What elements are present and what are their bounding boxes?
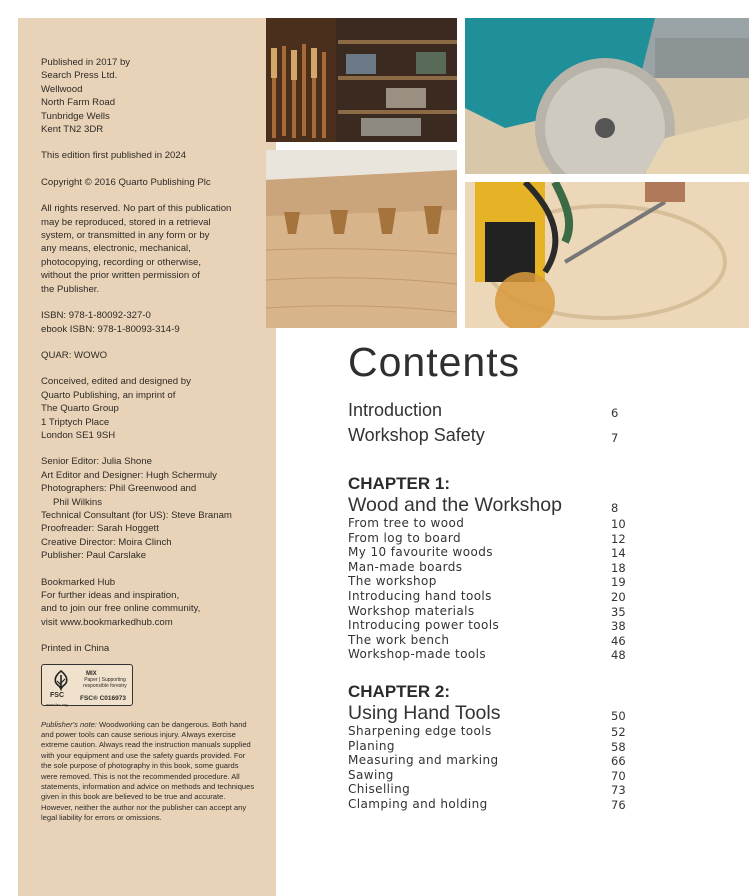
- chapter-1-title[interactable]: [348, 494, 648, 516]
- photo-circular-saw: [465, 18, 749, 174]
- toc-entry-page: 35: [611, 604, 626, 619]
- credit-line: Photographers: Phil Greenwood and: [41, 483, 197, 495]
- toc-entry-label: Workshop materials: [348, 603, 475, 618]
- router-image: [465, 182, 749, 328]
- circular-saw-image: [465, 18, 749, 174]
- toc-entry-label: The work bench: [348, 632, 450, 647]
- conceived-line: London SE1 9SH: [41, 429, 116, 441]
- toc-entry-label: From log to board: [348, 530, 461, 545]
- toc-entry-page: 46: [611, 633, 626, 648]
- toc-entry-page: 14: [611, 546, 626, 561]
- credit-line: Art Editor and Designer: Hugh Schermuly: [41, 469, 217, 481]
- isbn-line: ISBN: 978-1-80092-327-0: [41, 310, 151, 322]
- photo-router: [465, 182, 749, 328]
- toc-entry-label: Sharpening edge tools: [348, 723, 492, 738]
- rights-line: may be reproduced, stored in a retrieval: [41, 216, 211, 228]
- toc-entry[interactable]: [348, 724, 648, 739]
- publisher-line: Tunbridge Wells: [41, 110, 110, 122]
- credits-block: [41, 455, 266, 562]
- toc-entry-page: 20: [611, 589, 626, 604]
- toc-entry-page: 19: [611, 575, 626, 590]
- toc-entry[interactable]: [348, 647, 648, 662]
- toc-entry-label: My 10 favourite woods: [348, 545, 493, 560]
- toc-entry-label: Clamping and holding: [348, 796, 488, 811]
- toc-entry-page: 76: [611, 797, 626, 812]
- toc-entry[interactable]: [348, 633, 648, 648]
- chapter-2-title[interactable]: [348, 702, 648, 724]
- toc-entry-workshop-safety[interactable]: [348, 423, 648, 448]
- toc-entry[interactable]: [348, 589, 648, 604]
- hub-line: and to join our free online community,: [41, 603, 201, 615]
- chapter-1-heading: CHAPTER 1:: [348, 474, 451, 493]
- toc-entry-label: Planing: [348, 738, 395, 753]
- toc-entry-label: Workshop-made tools: [348, 647, 486, 662]
- photo-dovetail-joint: [266, 150, 457, 328]
- fsc-label: [41, 664, 133, 706]
- fsc-logo-text: FSC: [50, 691, 64, 699]
- hub-line: visit www.bookmarkedhub.com: [41, 616, 173, 628]
- dovetail-joint-image: [266, 150, 457, 328]
- fsc-mix: MIX: [86, 670, 97, 677]
- chapter-1-list: [348, 516, 648, 662]
- toc-entry[interactable]: [348, 531, 648, 546]
- publisher-line: Kent TN2 3DR: [41, 124, 104, 136]
- toc-entry-page: 18: [611, 560, 626, 575]
- publisher-line: Wellwood: [41, 83, 83, 95]
- toc-entry-label: Using Hand Tools: [348, 701, 501, 724]
- toc-entry[interactable]: [348, 560, 648, 575]
- publishers-note: [41, 720, 255, 824]
- edition-line: This edition first published in 2024: [41, 150, 187, 162]
- toc-entry-page: 48: [611, 648, 626, 663]
- fsc-code: FSC® C016973: [80, 694, 126, 702]
- conceived-line: Quarto Publishing, an imprint of: [41, 389, 176, 401]
- publisher-block: [41, 56, 266, 136]
- credit-line: Proofreader: Sarah Hoggett: [41, 523, 159, 535]
- toc-entry[interactable]: [348, 768, 648, 783]
- toc-entry-page: 66: [611, 754, 626, 769]
- toc-entry-page: 8: [611, 501, 619, 515]
- toc-entry[interactable]: [348, 753, 648, 768]
- toc-entry-label: Introduction: [348, 400, 443, 420]
- credit-line: Senior Editor: Julia Shone: [41, 456, 152, 468]
- toc-entry-page: 52: [611, 724, 626, 739]
- toc-entry-page: 10: [611, 517, 626, 531]
- toc-entry-page: 58: [611, 739, 626, 754]
- contents-section: [348, 338, 648, 812]
- toc-entry[interactable]: [348, 782, 648, 797]
- imprint-panel: [18, 18, 276, 896]
- toc-entry-label: From tree to wood: [348, 516, 465, 530]
- isbn-line: ebook ISBN: 978-1-80093-314-9: [41, 323, 180, 335]
- chapter-2-heading: CHAPTER 2:: [348, 681, 451, 701]
- toc-entry-label: Man-made boards: [348, 559, 463, 574]
- photo-chisel-rack: [266, 18, 457, 142]
- credit-line: Creative Director: Moira Clinch: [41, 536, 172, 548]
- chisel-rack-image: [266, 18, 457, 142]
- toc-entry-page: 38: [611, 619, 626, 634]
- rights-line: any means, electronic, mechanical,: [41, 243, 191, 255]
- toc-entry[interactable]: [348, 545, 648, 560]
- toc-entry-label: Introducing hand tools: [348, 588, 492, 603]
- contents-title: Contents: [348, 339, 521, 385]
- publisher-line: Search Press Ltd.: [41, 70, 118, 82]
- rights-line: system, or transmitted in any form or by: [41, 230, 210, 242]
- toc-entry[interactable]: [348, 618, 648, 633]
- toc-entry[interactable]: [348, 604, 648, 619]
- conceived-line: Conceived, edited and designed by: [41, 376, 191, 388]
- toc-entry[interactable]: [348, 739, 648, 754]
- rights-block: [41, 202, 266, 296]
- rights-line: All rights reserved. No part of this publication: [41, 203, 232, 215]
- toc-entry[interactable]: [348, 516, 648, 531]
- printed-line: Printed in China: [41, 643, 110, 655]
- hub-line: For further ideas and inspiration,: [41, 590, 180, 601]
- credit-line: Publisher: Paul Carslake: [41, 550, 147, 562]
- toc-entry-page: 12: [611, 531, 626, 546]
- rights-line: without the prior written permission of: [41, 270, 200, 282]
- quar-code: QUAR: WOWO: [41, 349, 108, 361]
- toc-entry-label: Measuring and marking: [348, 753, 499, 768]
- toc-entry-label: Chiselling: [348, 782, 411, 797]
- note-label: Publisher's note:: [41, 719, 97, 729]
- toc-entry-page: 7: [611, 431, 619, 445]
- copyright-line: Copyright © 2016 Quarto Publishing Plc: [41, 176, 211, 188]
- toc-entry-label: Introducing power tools: [348, 618, 500, 633]
- credit-line: Phil Wilkins: [53, 496, 103, 508]
- hub-block: [41, 576, 266, 630]
- toc-entry-page: 73: [611, 783, 626, 798]
- conceived-line: 1 Triptych Place: [41, 416, 110, 428]
- publisher-line: Published in 2017 by: [41, 57, 131, 68]
- fsc-paper: Paper | Supporting responsible forestry: [83, 676, 127, 689]
- publisher-line: North Farm Road: [41, 97, 116, 109]
- toc-entry-label: The workshop: [348, 574, 437, 589]
- note-text: Woodworking can be dangerous. Both hand and power tools can cause serious injury. Always exercise extreme caution. Always read the instruction manuals supplied with your equipment and use the safety guards provided. For the sole purpose of photography in this book, some guards were removed. This is not the recommended procedure. All statements, information and advice on methods and techniques given in this book are believed to be true and accurate. However, neither the author nor the publisher can accept any legal liability for errors or omissions.: [41, 719, 255, 823]
- rights-line: the Publisher.: [41, 283, 100, 295]
- chapter-2-list: [348, 724, 648, 812]
- toc-entry-label: Workshop Safety: [348, 425, 485, 445]
- toc-entry-page: 50: [611, 708, 626, 723]
- hub-line: Bookmarked Hub: [41, 576, 116, 588]
- toc-entry-label: Sawing: [348, 767, 394, 782]
- fsc-logo-sub: www.fsc.org: [46, 701, 68, 707]
- toc-entry-label: Wood and the Workshop: [348, 494, 562, 516]
- toc-entry-introduction[interactable]: [348, 398, 648, 423]
- credit-line: Technical Consultant (for US): Steve Branam: [41, 509, 232, 521]
- isbn-block: [41, 309, 266, 336]
- toc-entry[interactable]: [348, 574, 648, 589]
- conceived-block: [41, 375, 266, 442]
- toc-entry-page: 6: [611, 406, 619, 420]
- toc-entry-page: 70: [611, 768, 626, 783]
- rights-line: photocopying, recording or otherwise,: [41, 256, 201, 268]
- conceived-line: The Quarto Group: [41, 403, 119, 415]
- toc-entry[interactable]: [348, 797, 648, 812]
